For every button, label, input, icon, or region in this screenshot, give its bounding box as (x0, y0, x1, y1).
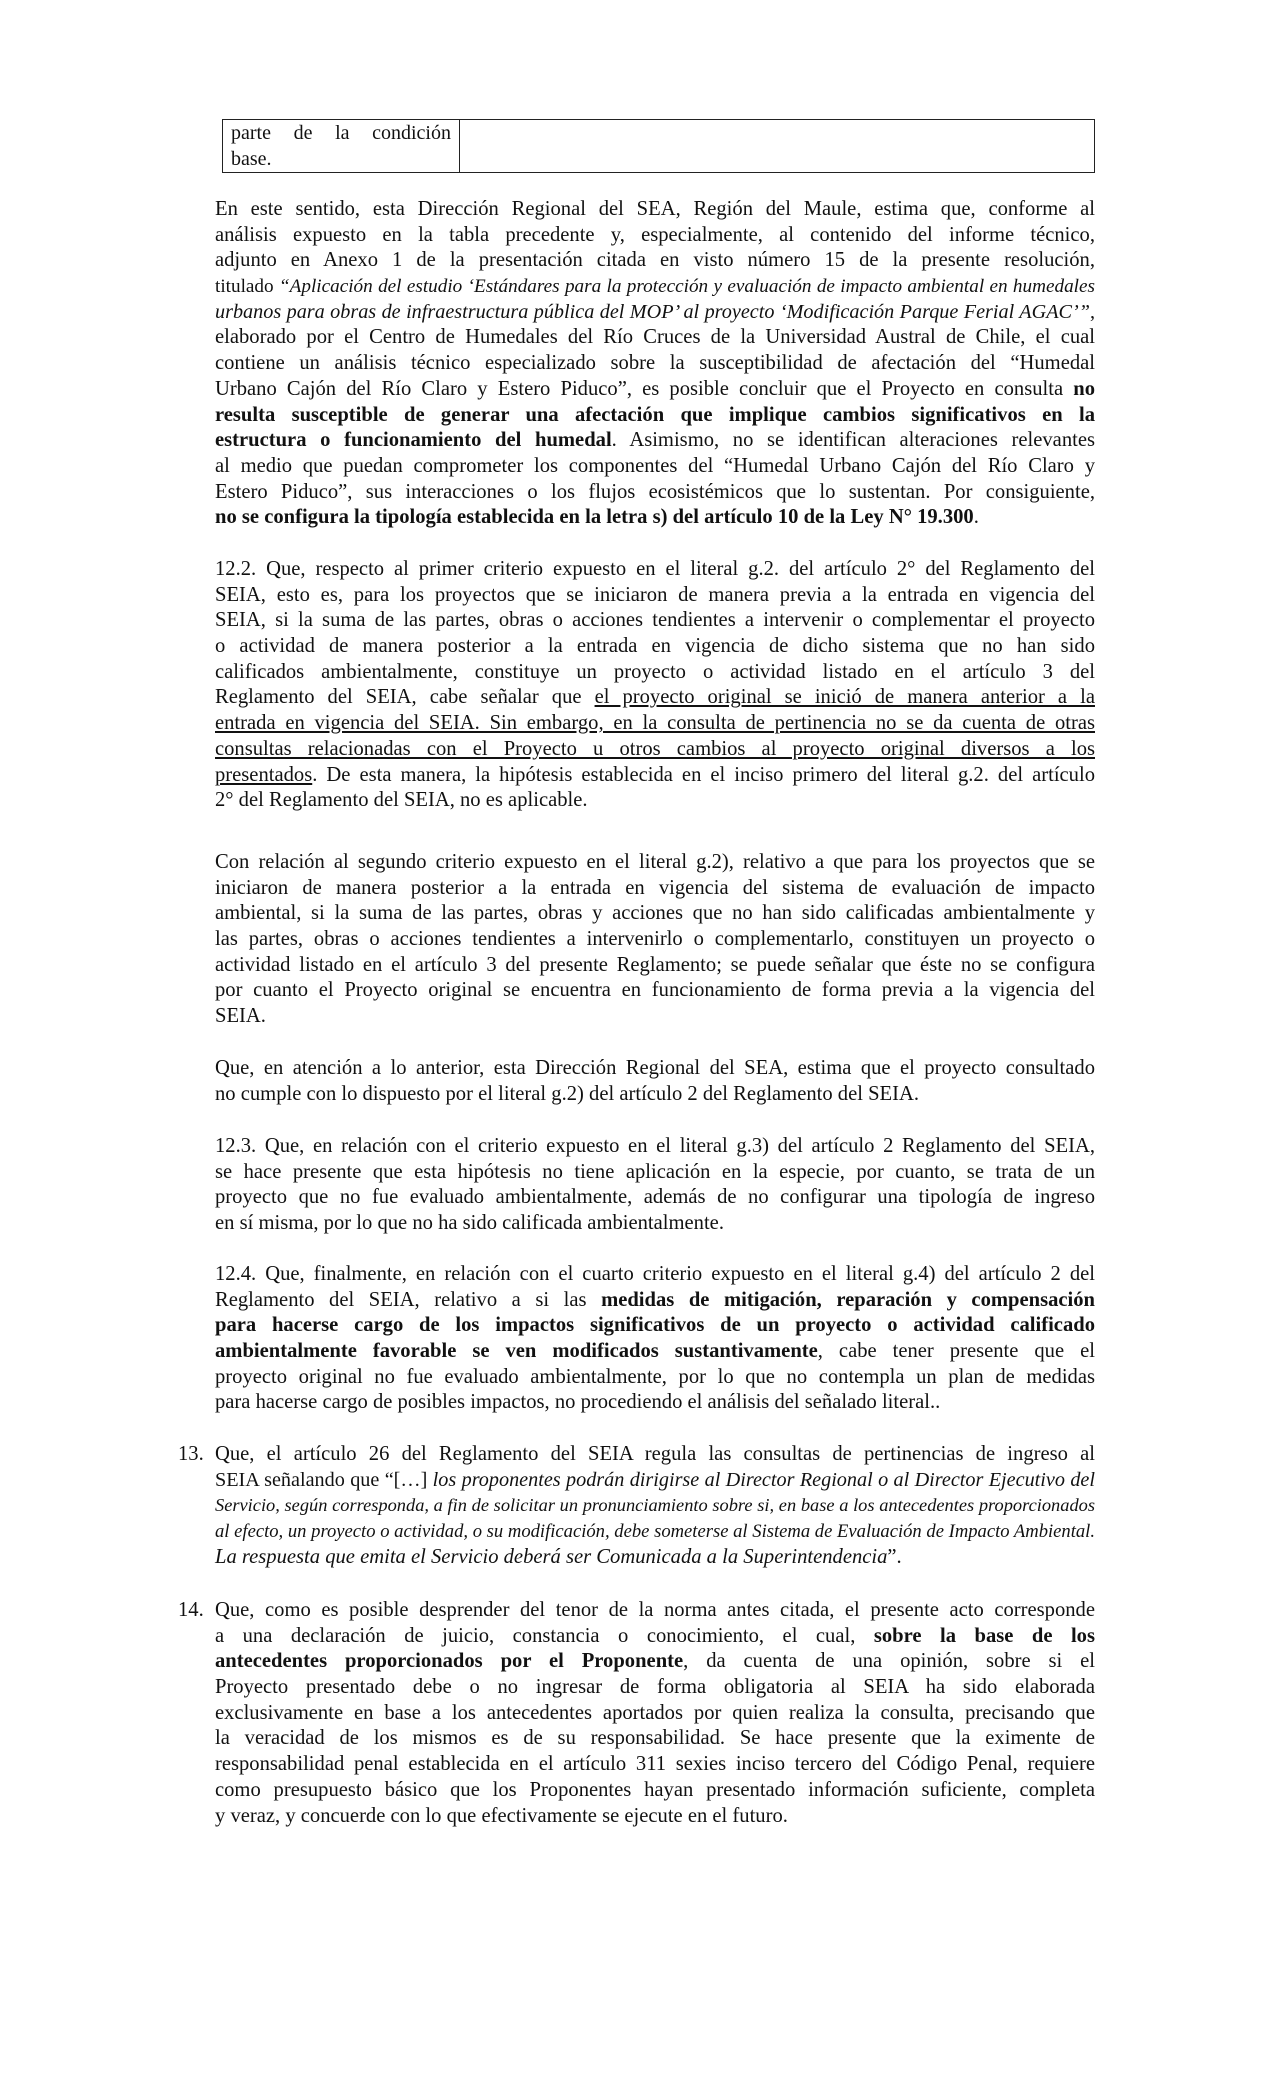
text-line: titulado “Aplicación del estudio ‘Estándares para la protección y evaluación de impacto ambiental en humedales (215, 276, 1095, 298)
text-line: al medio que puedan comprometer los componentes del “Humedal Urbano Cajón del Río Claro y (215, 454, 1095, 477)
text-line: Estero Piduco”, sus interacciones o los flujos ecosistémicos que lo sustentan. Por consiguiente, (215, 480, 1095, 503)
table-cell-criterion (223, 120, 460, 173)
italic-text: Servicio, según corresponda, a fin de solicitar un pronunciamiento sobre si, en base a los antecedentes proporcionados (215, 1495, 1095, 1516)
italic-text: La respuesta que emita el Servicio deberá ser Comunicada a la Superintendencia (215, 1545, 888, 1568)
text-line: ambiental, si la suma de las partes, obras y acciones que no han sido calificadas ambientalmente y (215, 902, 1095, 925)
bold-text: antecedentes proporcionados por el Proponente (215, 1650, 684, 1673)
text-line: a una declaración de juicio, constancia o conocimiento, el cual, sobre la base de los (215, 1624, 1095, 1647)
paragraph-conclusion-humedal (215, 197, 1095, 531)
table-row (223, 120, 1095, 173)
text-line: presentados. De esta manera, la hipótesis establecida en el inciso primero del literal g.2. del artículo (215, 763, 1095, 786)
text-line: Con relación al segundo criterio expuesto en el literal g.2), relativo a que para los proyectos que se (215, 851, 1095, 873)
text-line: elaborado por el Centro de Humedales del Río Cruces de la Universidad Austral de Chile, el cual (215, 326, 1095, 349)
text-line: 12.3. Que, en relación con el criterio expuesto en el literal g.3) del artículo 2 Reglamento del SEIA, (215, 1135, 1095, 1157)
text-line: 12.4. Que, finalmente, en relación con el cuarto criterio expuesto en el literal g.4) del artículo 2 del (215, 1263, 1095, 1285)
text-line: Proyecto presentado debe o no ingresar de forma obligatoria al SEIA ha sido elaborada (215, 1676, 1095, 1699)
text-line: Urbano Cajón del Río Claro y Estero Piduco”, es posible concluir que el Proyecto en consulta no (215, 377, 1095, 400)
text-line: o actividad de manera posterior a la entrada en vigencia de dicho sistema que no han sido (215, 635, 1095, 658)
text-line (215, 1519, 1095, 1545)
paragraph-g2-conclusion (215, 1056, 1095, 1107)
cell-text-line: base. (231, 148, 272, 170)
bold-text: estructura o funcionamiento del humedal (215, 429, 612, 452)
paragraph-second-criterion (215, 850, 1095, 1030)
text-line: SEIA. (215, 1005, 266, 1028)
text-line: 2° del Reglamento del SEIA, no es aplicable. (215, 789, 588, 812)
underlined-text: presentados (215, 763, 313, 786)
text-line: exclusivamente en base a los antecedentes aportados por quien realiza la consulta, precisando que (215, 1701, 1095, 1724)
text-line: contiene un análisis técnico especializado sobre la susceptibilidad de afectación del “Humedal (215, 352, 1095, 375)
text-line: por cuanto el Proyecto original se encuentra en funcionamiento de forma previa a la vigencia del (215, 979, 1095, 1002)
underlined-text: entrada en vigencia del SEIA. Sin embargo, en la consulta de pertinencia no se da cuenta de otras (215, 712, 1095, 735)
bold-text: medidas de mitigación, reparación y compensación (601, 1288, 1095, 1311)
text-line: Que, el artículo 26 del Reglamento del SEIA regula las consultas de pertinencias de ingreso al (215, 1443, 1095, 1465)
text-line: y veraz, y concuerde con lo que efectivamente se ejecute en el futuro. (215, 1804, 788, 1827)
text-line: calificados ambientalmente, constituye un proyecto o actividad listado en el artículo 3 del (215, 660, 1095, 683)
text-line: Reglamento del SEIA, relativo a si las medidas de mitigación, reparación y compensación (215, 1288, 1095, 1311)
text-line: responsabilidad penal establecida en el artículo 311 sexies inciso tercero del Código Penal, requiere (215, 1753, 1095, 1776)
text-line: 12.2. Que, respecto al primer criterio expuesto en el literal g.2. del artículo 2° del Reglamento del (215, 558, 1095, 580)
bold-text: ambientalmente favorable se ven modificados sustantivamente (215, 1340, 818, 1363)
text-line: como presupuesto básico que los Proponentes hayan presentado información suficiente, completa (215, 1778, 1095, 1801)
text-line: Que, en atención a lo anterior, esta Dirección Regional del SEA, estima que el proyecto consultado (215, 1057, 1095, 1079)
text-line: ambientalmente favorable se ven modificados sustantivamente, cabe tener presente que el (215, 1340, 1095, 1363)
bold-text: resulta susceptible de generar una afectación que implique cambios significativos en la (215, 403, 1095, 426)
paragraph-12-2 (215, 557, 1095, 814)
list-marker-13: 13. (178, 1443, 204, 1465)
text-line: Reglamento del SEIA, cabe señalar que el proyecto original se inició de manera anterior a la (215, 686, 1095, 709)
text-line: antecedentes proporcionados por el Proponente, da cuenta de una opinión, sobre si el (215, 1650, 1095, 1673)
text-line: proyecto que no fue evaluado ambientalmente, además de no configurar una tipología de ingreso (215, 1186, 1095, 1209)
bold-text: sobre la base de los (873, 1624, 1095, 1647)
text-line: proyecto original no fue evaluado ambientalmente, por lo que no contempla un plan de medidas (215, 1365, 1095, 1388)
text-line: Que, como es posible desprender del tenor de la norma antes citada, el presente acto corresponde (215, 1599, 1095, 1621)
paragraph-12-3 (215, 1134, 1095, 1237)
text-line: la veracidad de los mismos es de su responsabilidad. Se hace presente que la eximente de (215, 1727, 1095, 1750)
bold-text: para hacerse cargo de los impactos significativos de un proyecto o actividad calificado (215, 1314, 1095, 1337)
text-line (215, 737, 1095, 763)
text-line: se hace presente que esta hipótesis no tiene aplicación en la especie, por cuanto, se trata de un (215, 1160, 1095, 1183)
text-line (215, 403, 1095, 429)
text-line (215, 711, 1095, 737)
text-line: SEIA, si la suma de las partes, obras o acciones tendientes a intervenir o complementar el proyecto (215, 609, 1095, 632)
paragraph-12-4 (215, 1262, 1095, 1416)
text-line: estructura o funcionamiento del humedal. Asimismo, no se identifican alteraciones relevantes (215, 429, 1095, 452)
table-cell-analysis (460, 120, 1095, 173)
text-line (215, 1493, 1095, 1519)
text-line: no se configura la tipología establecida en la letra s) del artículo 10 de la Ley N° 19.300. (215, 506, 979, 529)
text-line: no cumple con lo dispuesto por el literal g.2) del artículo 2 del Reglamento del SEIA. (215, 1082, 920, 1105)
text-line: iniciaron de manera posterior a la entrada en vigencia del sistema de evaluación de impacto (215, 876, 1095, 899)
text-line: para hacerse cargo de posibles impactos, no procediendo el análisis del señalado literal.. (215, 1391, 941, 1414)
text-line: La respuesta que emita el Servicio deberá ser Comunicada a la Superintendencia”. (215, 1545, 902, 1568)
underlined-text: el proyecto original se inició de manera anterior a la (594, 686, 1095, 709)
text-line: adjunto en Anexo 1 de la presentación citada en visto número 15 de la presente resolución, (215, 249, 1095, 272)
italic-text: al efecto, un proyecto o actividad, o su modificación, debe someterse al Sistema de Evaluación de Impacto Ambiental. (215, 1521, 1095, 1543)
text-line: las partes, obras o acciones tendientes a intervenirlo o complementarlo, constituyen un proyecto o (215, 928, 1095, 951)
text-line (215, 1313, 1095, 1339)
cell-text-line: parte de la condición (231, 122, 451, 144)
bold-text: no se configura la tipología establecida en la letra s) del artículo 10 de la Ley N° 19.300 (215, 506, 974, 529)
paragraph-14 (215, 1598, 1095, 1829)
italic-text: los proponentes podrán dirigirse al Director Regional o al Director Ejecutivo del (432, 1468, 1095, 1491)
condition-table-fragment (222, 119, 1095, 173)
text-line: SEIA señalando que “[…] los proponentes podrán dirigirse al Director Regional o al Director Ejecutivo del (215, 1468, 1095, 1491)
paragraph-13 (215, 1442, 1095, 1570)
text-line: urbanos para obras de infraestructura pública del MOP’ al proyecto ‘Modificación Parque Ferial AGAC’”, (215, 300, 1095, 323)
italic-text: “Aplicación del estudio ‘Estándares para la protección y evaluación de impacto ambiental en humedales (278, 276, 1095, 298)
text-line: SEIA, esto es, para los proyectos que se iniciaron de manera previa a la entrada en vigencia del (215, 583, 1095, 606)
text-line: En este sentido, esta Dirección Regional del SEA, Región del Maule, estima que, conforme al (215, 198, 1095, 220)
italic-text: urbanos para obras de infraestructura pública del MOP’ al proyecto ‘Modificación Parque Ferial AGAC’” (215, 300, 1090, 323)
underlined-text: consultas relacionadas con el Proyecto u otros cambios al proyecto original diversos a los (215, 737, 1095, 760)
bold-text: no (1073, 377, 1095, 400)
text-line: actividad listado en el artículo 3 del presente Reglamento; se puede señalar que éste no se configura (215, 953, 1095, 976)
text-line: análisis expuesto en la tabla precedente y, especialmente, al contenido del informe técnico, (215, 223, 1095, 246)
text-line: en sí misma, por lo que no ha sido calificada ambientalmente. (215, 1212, 724, 1235)
list-marker-14: 14. (178, 1599, 204, 1621)
